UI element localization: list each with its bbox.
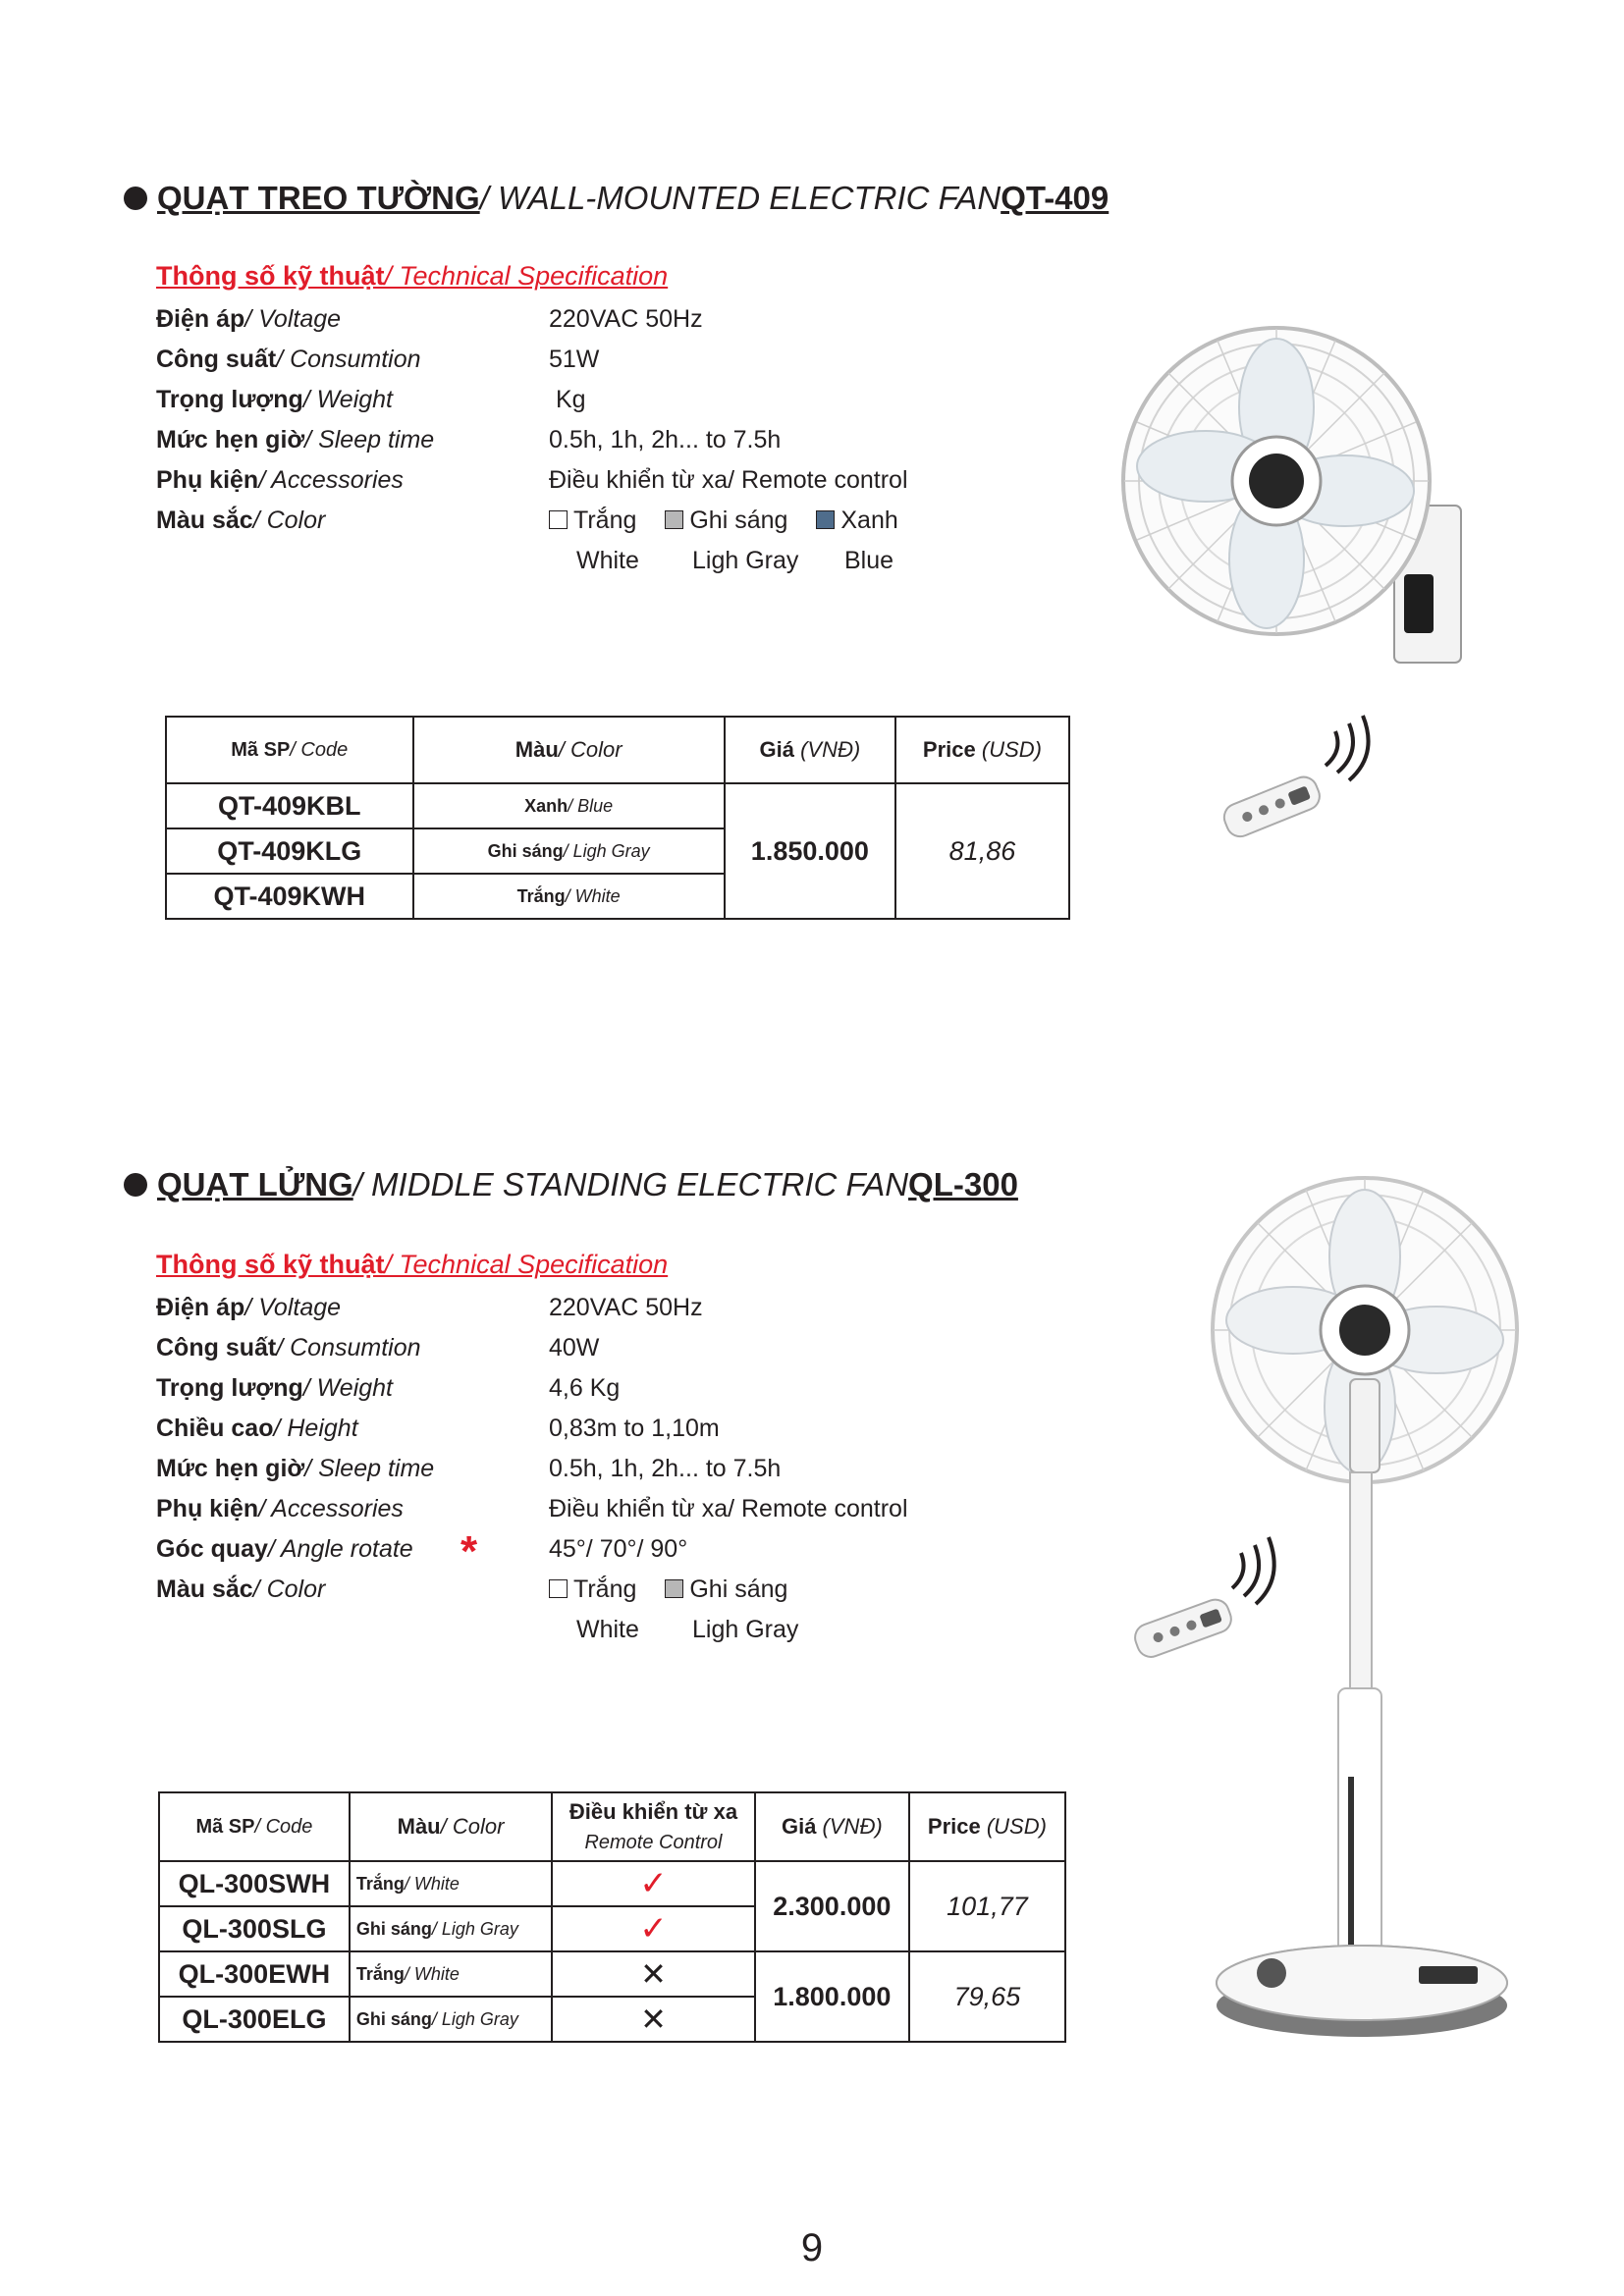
spec-label-en: / Height	[273, 1415, 358, 1442]
header-price-vnd: Giá (VNĐ)	[755, 1792, 909, 1861]
spec-value: 4,6 Kg	[549, 1374, 621, 1402]
header-price-usd: Price (USD)	[895, 717, 1069, 783]
header-remote: Điều khiển từ xa Remote Control	[552, 1792, 755, 1861]
wall-fan-image	[1119, 280, 1492, 702]
product-color: Ghi sáng/ Ligh Gray	[350, 1906, 552, 1951]
header-color: Màu/ Color	[413, 717, 725, 783]
spec-title-en: / Technical Specification	[384, 261, 669, 291]
spec-label: Trọng lượng	[156, 1374, 303, 1402]
spec-label-en: / Sleep time	[304, 1455, 435, 1482]
product-code: QT-409KWH	[166, 874, 413, 919]
color-name-en: White	[576, 547, 639, 574]
color-en-row	[156, 547, 1020, 580]
header-code: Mã SP/ Code	[166, 717, 413, 783]
color-name: Xanh	[840, 507, 898, 534]
spec-label-en: / Angle rotate	[267, 1535, 413, 1563]
product-code: QL-300ELG	[159, 1997, 350, 2042]
fan-stand	[1338, 1688, 1381, 1983]
spec-value: 220VAC 50Hz	[549, 1294, 703, 1321]
spec-label: Phụ kiện	[156, 1495, 259, 1522]
color-name-en: Ligh Gray	[692, 1616, 799, 1643]
section2-price-table	[158, 1791, 1066, 2043]
color-label: Màu sắc	[156, 507, 253, 534]
spec-label: Góc quay	[156, 1535, 268, 1563]
spec-value: Kg	[549, 386, 586, 413]
spec-title-en: / Technical Specification	[384, 1250, 669, 1279]
product-code: QL-300SWH	[159, 1861, 350, 1906]
price-usd: 79,65	[909, 1951, 1065, 2042]
spec-row	[156, 305, 1020, 346]
spec-label-en: / Consumtion	[276, 1334, 421, 1362]
spec-value: 0.5h, 1h, 2h... to 7.5h	[549, 426, 782, 454]
spec-row	[156, 1334, 1020, 1374]
color-swatches	[549, 1575, 809, 1604]
color-row	[156, 507, 1020, 547]
color-label: Màu sắc	[156, 1575, 253, 1603]
spec-value: 0.5h, 1h, 2h... to 7.5h	[549, 1455, 782, 1482]
spec-label: Phụ kiện	[156, 466, 259, 494]
remote-no	[552, 1951, 755, 1997]
spec-label: Mức hẹn giờ	[156, 1455, 305, 1482]
price-vnd: 1.850.000	[725, 783, 895, 919]
product-color: Ghi sáng/ Ligh Gray	[350, 1997, 552, 2042]
spec-value: 0,83m to 1,10m	[549, 1415, 720, 1442]
cross-icon: ✕	[640, 1956, 667, 1992]
spec-label-en: / Weight	[302, 1374, 393, 1402]
color-name: Ghi sáng	[689, 507, 788, 534]
spec-row	[156, 426, 1020, 466]
spec-label-en: / Voltage	[244, 1294, 342, 1321]
spec-label-en: / Consumtion	[276, 346, 421, 373]
spec-value: 51W	[549, 346, 600, 373]
table-row	[159, 1951, 1065, 1997]
color-name-en: White	[576, 1616, 639, 1643]
check-icon: ✓	[639, 1910, 668, 1948]
remote-no	[552, 1997, 755, 2042]
section1-model: QT-409	[1001, 180, 1110, 216]
header-price-vnd: Giá (VNĐ)	[725, 717, 895, 783]
spec-label-en: / Weight	[302, 386, 393, 413]
price-vnd: 2.300.000	[755, 1861, 909, 1951]
spec-row	[156, 1374, 1020, 1415]
section2-spec-list	[156, 1294, 1020, 1649]
page-number: 9	[800, 2226, 824, 2269]
fan-hub-center	[1249, 454, 1304, 508]
section2-spec-title	[156, 1250, 668, 1280]
color-name: Trắng	[573, 507, 637, 534]
remote-yes	[552, 1906, 755, 1951]
remote-yes	[552, 1861, 755, 1906]
color-label-en: / Color	[252, 507, 326, 534]
signal-waves-icon	[1232, 1537, 1274, 1604]
product-color: Trắng/ White	[350, 1861, 552, 1906]
asterisk-icon: *	[460, 1527, 478, 1575]
header-color: Màu/ Color	[350, 1792, 552, 1861]
cross-icon: ✕	[640, 2002, 667, 2037]
section1-title-vi: QUẠT TREO TƯỜNG	[157, 180, 480, 216]
gray-swatch-icon	[665, 1579, 683, 1598]
spec-title-vi: Thông số kỹ thuật	[156, 1250, 385, 1279]
color-name: Trắng	[573, 1575, 637, 1603]
spec-label-en: / Sleep time	[304, 426, 435, 454]
section2-model: QL-300	[908, 1166, 1018, 1202]
product-color: Ghi sáng/ Ligh Gray	[413, 828, 725, 874]
spec-row	[156, 1294, 1020, 1334]
section2-heading	[124, 1166, 1018, 1203]
color-name: Ghi sáng	[689, 1575, 788, 1603]
price-usd: 101,77	[909, 1861, 1065, 1951]
motor-housing	[1350, 1379, 1380, 1472]
control-panel	[1404, 574, 1434, 633]
color-name-en: Blue	[844, 547, 894, 574]
remote-control-image	[1218, 712, 1394, 849]
spec-label: Điện áp	[156, 305, 245, 333]
bullet-icon	[124, 1173, 147, 1197]
spec-row	[156, 346, 1020, 386]
spec-value: 40W	[549, 1334, 600, 1362]
remote-control-image	[1129, 1520, 1296, 1667]
color-name-en: Ligh Gray	[692, 547, 799, 574]
product-code: QT-409KBL	[166, 783, 413, 828]
spec-label: Chiều cao	[156, 1415, 274, 1442]
price-usd: 81,86	[895, 783, 1069, 919]
spec-label-en: / Voltage	[244, 305, 342, 333]
section1-spec-title	[156, 261, 668, 292]
section2-title-en: / MIDDLE STANDING ELECTRIC FAN	[352, 1166, 909, 1202]
product-color: Trắng/ White	[413, 874, 725, 919]
white-swatch-icon	[549, 510, 568, 529]
spec-row	[156, 466, 1020, 507]
color-label-en: / Color	[252, 1575, 326, 1603]
spec-label: Trọng lượng	[156, 386, 303, 413]
color-row	[156, 1575, 1020, 1616]
product-color: Trắng/ White	[350, 1951, 552, 1997]
table-header-row	[159, 1792, 1065, 1861]
gray-swatch-icon	[665, 510, 683, 529]
spec-label: Mức hẹn giờ	[156, 426, 305, 454]
color-en-row	[156, 1616, 1020, 1649]
table-row	[159, 1861, 1065, 1906]
section1-price-table	[165, 716, 1070, 920]
spec-row	[156, 1527, 1020, 1575]
spec-value: Điều khiển từ xa/ Remote control	[549, 1495, 908, 1522]
blue-swatch-icon	[816, 510, 835, 529]
spec-title-vi: Thông số kỹ thuật	[156, 261, 385, 291]
spec-row	[156, 1455, 1020, 1495]
spec-value: Điều khiển từ xa/ Remote control	[549, 466, 908, 494]
product-code: QL-300SLG	[159, 1906, 350, 1951]
spec-value: 45°/ 70°/ 90°	[549, 1535, 688, 1563]
table-row	[166, 783, 1069, 828]
color-swatches	[549, 507, 920, 535]
check-icon: ✓	[639, 1865, 668, 1902]
spec-label: Công suất	[156, 1334, 277, 1362]
section1-spec-list	[156, 305, 1020, 580]
spec-value: 220VAC 50Hz	[549, 305, 703, 333]
white-swatch-icon	[549, 1579, 568, 1598]
spec-row	[156, 1415, 1020, 1455]
spec-label-en: / Accessories	[258, 1495, 404, 1522]
section1-heading	[124, 180, 1109, 217]
section1-title-en: / WALL-MOUNTED ELECTRIC FAN	[479, 180, 1001, 216]
spec-row	[156, 1495, 1020, 1535]
signal-waves-icon	[1326, 716, 1369, 780]
section2-title-vi: QUẠT LỬNG	[157, 1166, 353, 1202]
product-code: QT-409KLG	[166, 828, 413, 874]
header-price-usd: Price (USD)	[909, 1792, 1065, 1861]
product-code: QL-300EWH	[159, 1951, 350, 1997]
price-vnd: 1.800.000	[755, 1951, 909, 2042]
spec-row	[156, 386, 1020, 426]
spec-label: Công suất	[156, 346, 277, 373]
table-header-row	[166, 717, 1069, 783]
spec-label-en: / Accessories	[258, 466, 404, 494]
header-code: Mã SP/ Code	[159, 1792, 350, 1861]
product-color: Xanh/ Blue	[413, 783, 725, 828]
bullet-icon	[124, 187, 147, 210]
spec-label: Điện áp	[156, 1294, 245, 1321]
